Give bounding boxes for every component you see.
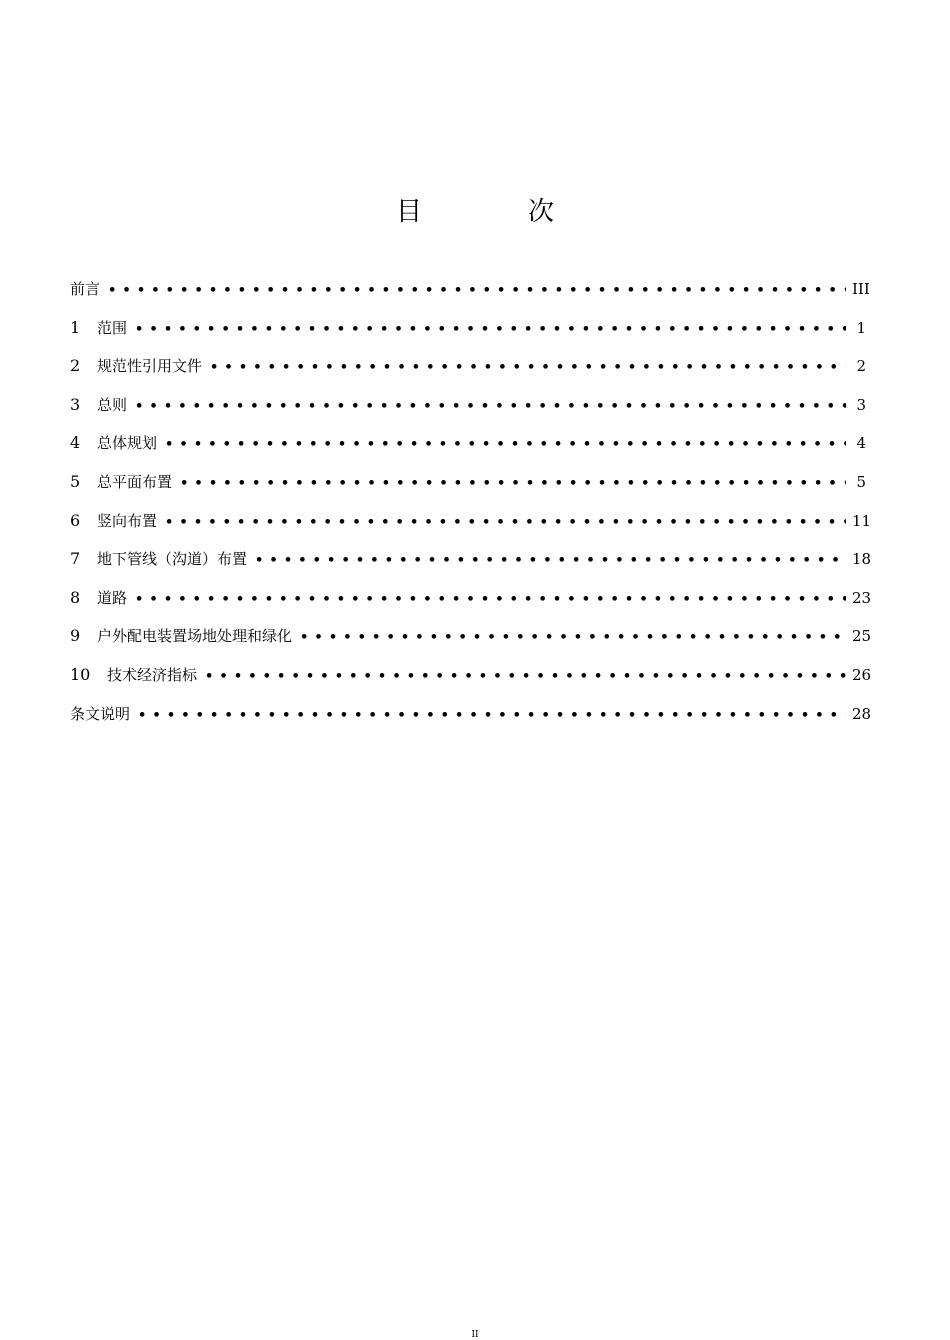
toc-entry-page: 2 bbox=[856, 357, 866, 376]
toc-entry-label bbox=[70, 585, 127, 611]
toc-entry-label bbox=[70, 623, 292, 649]
toc-entry-number: 10 bbox=[70, 664, 91, 684]
toc-entry-label bbox=[70, 276, 100, 302]
toc-entry-page: 1 bbox=[856, 318, 866, 337]
page-title: 目 次 bbox=[395, 197, 594, 227]
toc-entry-text: 总则 bbox=[97, 395, 128, 414]
toc-entry-3[interactable] bbox=[70, 392, 866, 431]
toc-entry-text: 总平面布置 bbox=[97, 472, 173, 491]
toc-entry-2[interactable] bbox=[70, 353, 866, 392]
toc-entry-text: 总体规划 bbox=[97, 434, 158, 453]
toc-entry-label bbox=[70, 315, 127, 341]
toc-entry-number: 6 bbox=[70, 510, 81, 530]
toc-entry-label bbox=[70, 430, 157, 456]
toc-entry-label bbox=[70, 508, 157, 534]
toc-entry-page: 11 bbox=[852, 511, 872, 530]
toc-entry-page: 18 bbox=[852, 550, 872, 569]
toc-dot-leader bbox=[165, 432, 846, 458]
toc-entry-text: 竖向布置 bbox=[97, 511, 158, 530]
toc-dot-leader bbox=[300, 625, 846, 651]
toc-entry-5[interactable] bbox=[70, 469, 866, 508]
toc-dot-leader bbox=[135, 587, 846, 613]
toc-entry-label bbox=[70, 662, 197, 688]
toc-entry-label bbox=[70, 546, 247, 572]
toc-entry-text: 技术经济指标 bbox=[107, 665, 198, 684]
toc-entry-text: 地下管线（沟道）布置 bbox=[97, 550, 248, 569]
toc-entry-4[interactable] bbox=[70, 430, 866, 469]
toc-dot-leader bbox=[138, 703, 846, 729]
toc-entry-label bbox=[70, 353, 202, 379]
toc-entry-explanation[interactable] bbox=[70, 701, 872, 740]
toc-entry-text: 条文说明 bbox=[70, 704, 131, 723]
toc-entry-text: 前言 bbox=[70, 280, 101, 298]
toc-entry-text: 规范性引用文件 bbox=[97, 357, 203, 376]
toc-entry-6[interactable] bbox=[70, 508, 872, 547]
toc-entry-number: 1 bbox=[70, 317, 81, 337]
toc-entry-page: 26 bbox=[852, 665, 872, 684]
toc-entry-text: 道路 bbox=[97, 588, 128, 607]
toc-entry-label bbox=[70, 469, 172, 495]
toc-dot-leader bbox=[165, 510, 846, 536]
toc-entry-page: 3 bbox=[856, 395, 866, 414]
toc-entry-page: 28 bbox=[852, 704, 872, 723]
toc-entry-number: 4 bbox=[70, 433, 81, 453]
toc-entry-foreword[interactable] bbox=[70, 276, 870, 315]
toc-entry-number: 5 bbox=[70, 471, 81, 491]
toc-entry-number: 8 bbox=[70, 587, 81, 607]
toc-entry-page: 5 bbox=[856, 472, 866, 491]
toc-entry-number: 2 bbox=[70, 356, 81, 376]
toc-entry-1[interactable] bbox=[70, 315, 866, 354]
toc-entry-10[interactable] bbox=[70, 662, 872, 701]
toc-entry-label bbox=[70, 701, 130, 727]
page-number-footer: II bbox=[471, 1330, 479, 1340]
toc-entry-7[interactable] bbox=[70, 546, 872, 585]
toc-entry-text: 范围 bbox=[97, 318, 128, 337]
toc-entry-8[interactable] bbox=[70, 585, 872, 624]
toc-entry-9[interactable] bbox=[70, 623, 872, 662]
toc-dot-leader bbox=[135, 394, 846, 420]
toc-dot-leader bbox=[255, 548, 846, 574]
toc-entry-number: 7 bbox=[70, 549, 81, 569]
toc-entry-page: 4 bbox=[856, 434, 866, 453]
table-of-contents bbox=[70, 276, 872, 739]
toc-entry-number: 9 bbox=[70, 626, 81, 646]
toc-entry-page: 25 bbox=[852, 627, 872, 646]
toc-dot-leader bbox=[205, 664, 846, 690]
toc-dot-leader bbox=[108, 278, 846, 304]
toc-entry-page: 23 bbox=[852, 588, 872, 607]
toc-dot-leader bbox=[210, 355, 846, 381]
toc-dot-leader bbox=[180, 471, 846, 497]
toc-entry-page: III bbox=[852, 280, 870, 298]
toc-entry-number: 3 bbox=[70, 394, 81, 414]
toc-entry-text: 户外配电装置场地处理和绿化 bbox=[97, 627, 293, 646]
toc-entry-label bbox=[70, 392, 127, 418]
toc-dot-leader bbox=[135, 317, 846, 343]
